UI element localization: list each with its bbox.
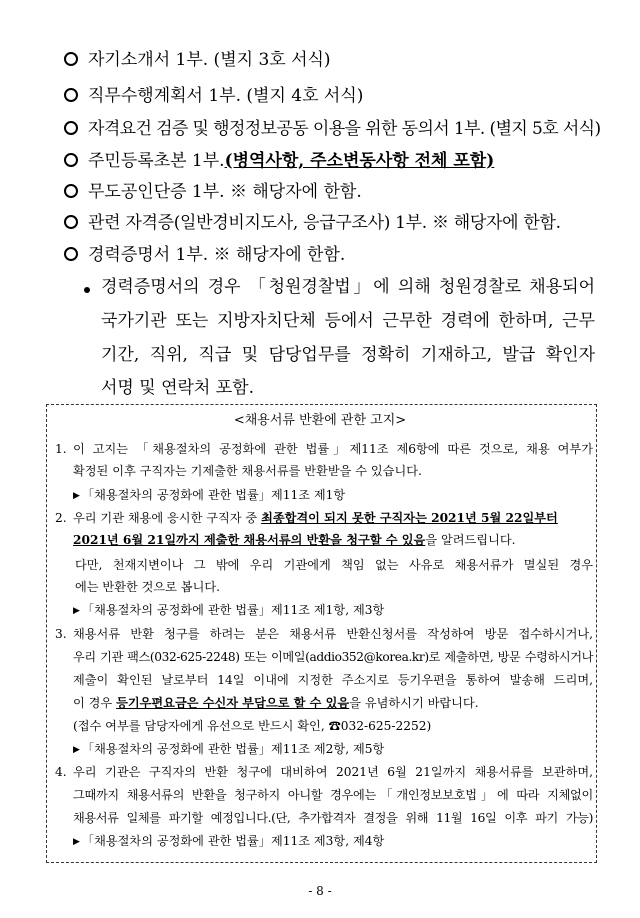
- list-item-job-plan: 직무수행계획서 1부. (별지 4호 서식): [64, 84, 363, 108]
- bullet-line: 서명 및 연락처 포함.: [101, 378, 254, 398]
- notice-line: 확정된 이후 구직자는 기제출한 채용서류를 반환받을 수 있습니다.: [73, 464, 422, 478]
- list-item-resident-register: 주민등록초본 1부.(병역사항, 주소변동사항 전체 포함): [64, 149, 494, 173]
- triangle-right-icon: ▶: [73, 606, 80, 616]
- notice-line: 채용서류 반환 청구를 하려는 분은 채용서류 반환신청서를 작성하여 방문 접수하시거나,: [73, 627, 593, 641]
- notice-number: 4.: [55, 765, 67, 779]
- notice-number: 3.: [55, 627, 67, 641]
- notice-line: 이 경우 등기우편요금은 수신자 부담으로 할 수 있음을 유념하시기 바랍니다.: [73, 696, 479, 710]
- list-item-martial-arts: 무도공인단증 1부. ※ 해당자에 한함.: [64, 180, 362, 204]
- triangle-right-icon: ▶: [73, 837, 80, 847]
- list-item-consent: 자격요건 검증 및 행정정보공동 이용을 위한 동의서 1부. (별지 5호 서식): [64, 117, 601, 141]
- bullet-line: 기간, 직위, 직급 및 담당업무를 정확히 기재하고, 발급 확인자: [101, 345, 595, 365]
- telephone-icon: ☎: [328, 719, 341, 733]
- circle-bullet-icon: [64, 247, 78, 261]
- notice-line: 그때까지 채용서류의 반환을 청구하지 아니할 경우에는「개인정보보호법」에 따라 지체없이: [73, 788, 593, 802]
- bullet-line: 경력증명서의 경우 「청원경찰법」에 의해 청원경찰로 채용되어: [101, 277, 595, 297]
- circle-bullet-icon: [64, 121, 78, 135]
- notice-title: <채용서류 반환에 관한 고지>: [233, 413, 407, 428]
- notice-line: (접수 여부를 담당자에게 유선으로 반드시 확인, ☎032-625-2252): [73, 719, 432, 733]
- circle-bullet-icon: [64, 215, 78, 229]
- triangle-right-icon: ▶: [73, 745, 80, 755]
- notice-line: 우리 기관 팩스(032-625-2248) 또는 이메일(addio352@korea.kr)로 제출하면, 방문 수령하시거나: [73, 650, 593, 664]
- notice-line: 2021년 6월 21일까지 제출한 채용서류의 반환을 청구할 수 있음을 알려드립니다.: [73, 533, 516, 547]
- notice-line: 우리 기관 채용에 응시한 구직자 중 최종합격이 되지 못한 구직자는 2021년 5월 22일부터: [73, 511, 558, 525]
- bullet-dot-icon: [84, 287, 90, 293]
- list-item-career: 경력증명서 1부. ※ 해당자에 한함.: [64, 243, 345, 267]
- page-number: - 8 -: [308, 884, 332, 898]
- notice-reference: ▶ 「채용절차의 공정화에 관한 법률」제11조 제3항, 제4항: [73, 834, 385, 848]
- list-item-self-intro: 자기소개서 1부. (별지 3호 서식): [64, 48, 331, 72]
- notice-number: 2.: [55, 511, 67, 525]
- triangle-right-icon: ▶: [73, 491, 80, 501]
- notice-line: 에는 반환한 것으로 봅니다.: [75, 580, 221, 594]
- circle-bullet-icon: [64, 88, 78, 102]
- notice-number: 1.: [55, 442, 67, 456]
- circle-bullet-icon: [64, 153, 78, 167]
- notice-line: 이 고지는 「채용절차의 공정화에 관한 법률」제11조 제6항에 따른 것으로, 채용 여부가: [73, 442, 593, 456]
- notice-reference: ▶ 「채용절차의 공정화에 관한 법률」제11조 제2항, 제5항: [73, 742, 385, 756]
- notice-line: 우리 기관은 구직자의 반환 청구에 대비하여 2021년 6월 21일까지 채용서류를 보관하며,: [73, 765, 593, 779]
- bullet-line: 국가기관 또는 지방자치단체 등에서 근무한 경력에 한하며, 근무: [101, 311, 595, 331]
- list-item-certificate: 관련 자격증(일반경비지도사, 응급구조사) 1부. ※ 해당자에 한함.: [64, 211, 561, 235]
- notice-line: 제출이 확인된 날로부터 14일 이내에 지정한 주소지로 등기우편을 통하여 발송해 드리며,: [73, 673, 593, 687]
- circle-bullet-icon: [64, 52, 78, 66]
- notice-line: 다만, 천재지변이나 그 밖에 우리 기관에게 책임 없는 사유로 채용서류가 멸실된 경우: [75, 558, 593, 572]
- notice-reference: ▶ 「채용절차의 공정화에 관한 법률」제11조 제1항: [73, 488, 346, 502]
- circle-bullet-icon: [64, 184, 78, 198]
- notice-reference: ▶ 「채용절차의 공정화에 관한 법률」제11조 제1항, 제3항: [73, 603, 385, 617]
- notice-line: 채용서류 일체를 파기할 예정입니다.(단, 추가합격자 결정을 위해 11월 16일 이후 파기 가능): [73, 811, 593, 825]
